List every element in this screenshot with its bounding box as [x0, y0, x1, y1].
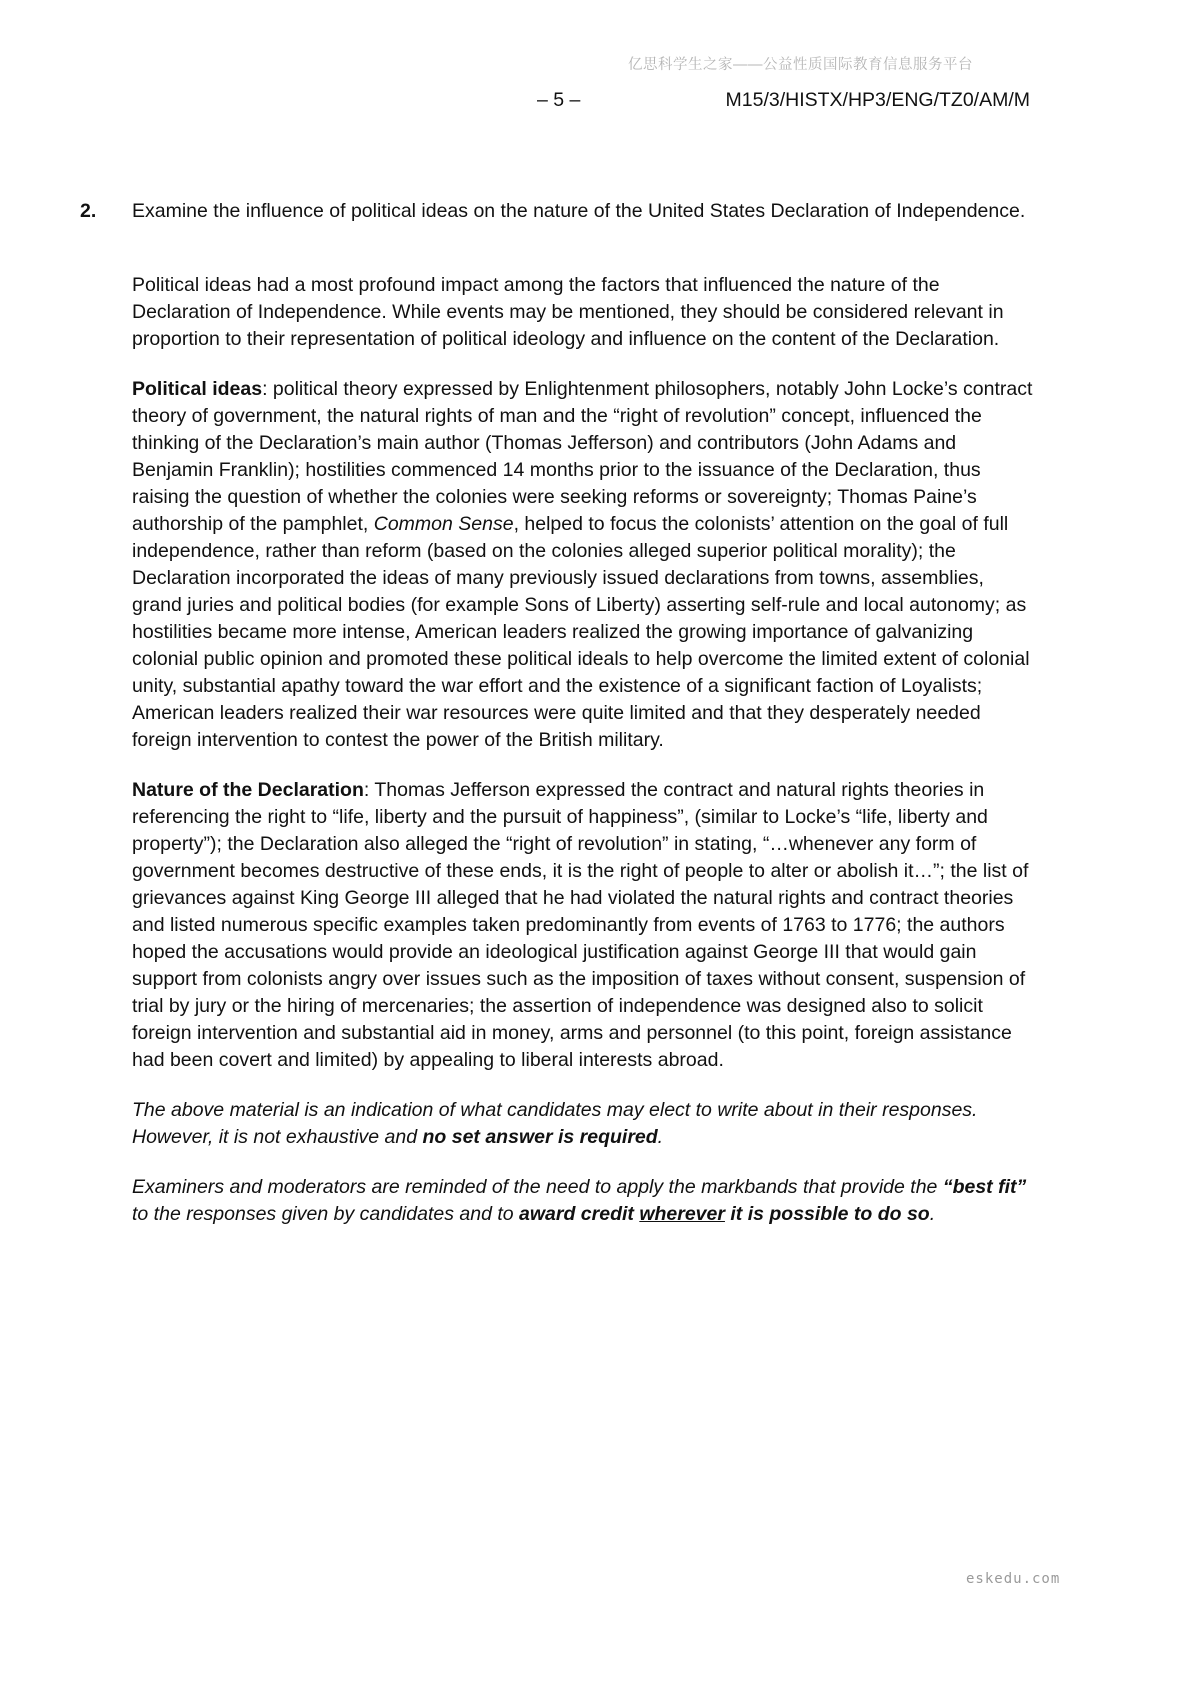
text-run: it is possible to do so	[724, 1203, 930, 1225]
paragraph-political-ideas	[132, 376, 1033, 754]
paragraph-note-not-exhaustive	[132, 1097, 1033, 1151]
text-run: Nature of the Declaration	[132, 779, 364, 801]
footer-watermark: eskedu.com	[966, 1571, 1061, 1587]
text-run: Political ideas had a most profound impact among the factors that influenced the nature of the Declaration of Independence. While events may be mentioned, they should be considered relevant in proportion to their representation of political ideology and influence on the content of the Declaration.	[132, 274, 1004, 350]
paragraphs	[132, 272, 1033, 1251]
text-run: , helped to focus the colonists’ attention on the goal of full independence, rather than reform (based on the colonies alleged superior political morality); the Declaration incorporated the ideas of many previously issued declarations from towns, assemblies, grand juries and political bodies (for example Sons of Liberty) asserting self-rule and local autonomy; as hostilities became more intense, American leaders realized the growing importance of galvanizing colonial public opinion and promoted these political ideals to help overcome the limited extent of colonial unity, substantial apathy toward the war effort and the existence of a significant faction of Loyalists; American leaders realized their war resources were quite limited and that they desperately needed foreign intervention to contest the power of the British military.	[132, 513, 1030, 751]
question-text: Examine the influence of political ideas on the nature of the United States Declaration of Independence.	[132, 200, 1026, 222]
text-run: Political ideas	[132, 378, 263, 400]
text-run: “best fit”	[942, 1176, 1027, 1198]
text-run: Examiners and moderators are reminded of the need to apply the markbands that provide the	[132, 1176, 943, 1198]
text-run: : political theory expressed by Enlightenment philosophers, notably John Locke’s contract theory of government, the natural rights of man and the “right of revolution” concept, influenced the thinking of the Declaration’s main author (Thomas Jefferson) and contributors (John Adams and Benjamin Franklin); hostilities commenced 14 months prior to the issuance of the Declaration, thus raising the question of whether the colonies were seeking reforms or sovereignty; Thomas Paine’s authorship of the pamphlet,	[132, 378, 1033, 535]
text-run: wherever	[639, 1203, 725, 1225]
header-watermark: 亿思科学生之家——公益性质国际教育信息服务平台	[628, 57, 973, 73]
question-number: 2.	[80, 200, 97, 222]
exam-code: M15/3/HISTX/HP3/ENG/TZ0/AM/M	[725, 89, 1030, 111]
text-run: award credit	[519, 1203, 640, 1225]
paragraph-nature-of-the-declaration	[132, 777, 1033, 1074]
text-run: Common Sense	[373, 513, 514, 535]
text-run: to the responses given by candidates and to	[132, 1203, 520, 1225]
text-run: .	[929, 1203, 936, 1225]
paragraph-intro	[132, 272, 1033, 353]
text-run: : Thomas Jefferson expressed the contract and natural rights theories in referencing the right to “life, liberty and the pursuit of happiness”, (similar to Locke’s “life, liberty and property”); the Declaration also alleged the “right of revolution” in stating, “…whenever any form of government becomes destructive of these ends, it is the right of people to alter or abolish it…”; the list of grievances against King George III alleged that he had violated the natural rights and contract theories and listed numerous specific examples taken predominantly from events of 1763 to 1776; the authors hoped the accusations would provide an ideological justification against George III that would gain support from colonists angry over issues such as the imposition of taxes without consent, suspension of trial by jury or the hiring of mercenaries; the assertion of independence was designed also to solicit foreign intervention and substantial aid in money, arms and personnel (to this point, foreign assistance had been covert and limited) by appealing to liberal interests abroad.	[132, 779, 1029, 1071]
page-number: – 5 –	[537, 89, 581, 111]
text-run: no set answer is required	[422, 1126, 658, 1148]
text-run: The above material is an indication of what candidates may elect to write about in their responses. However, it is not exhaustive and	[132, 1099, 978, 1148]
text-run: .	[657, 1126, 664, 1148]
paragraph-note-markbands	[132, 1174, 1033, 1228]
question-block	[80, 198, 1032, 225]
